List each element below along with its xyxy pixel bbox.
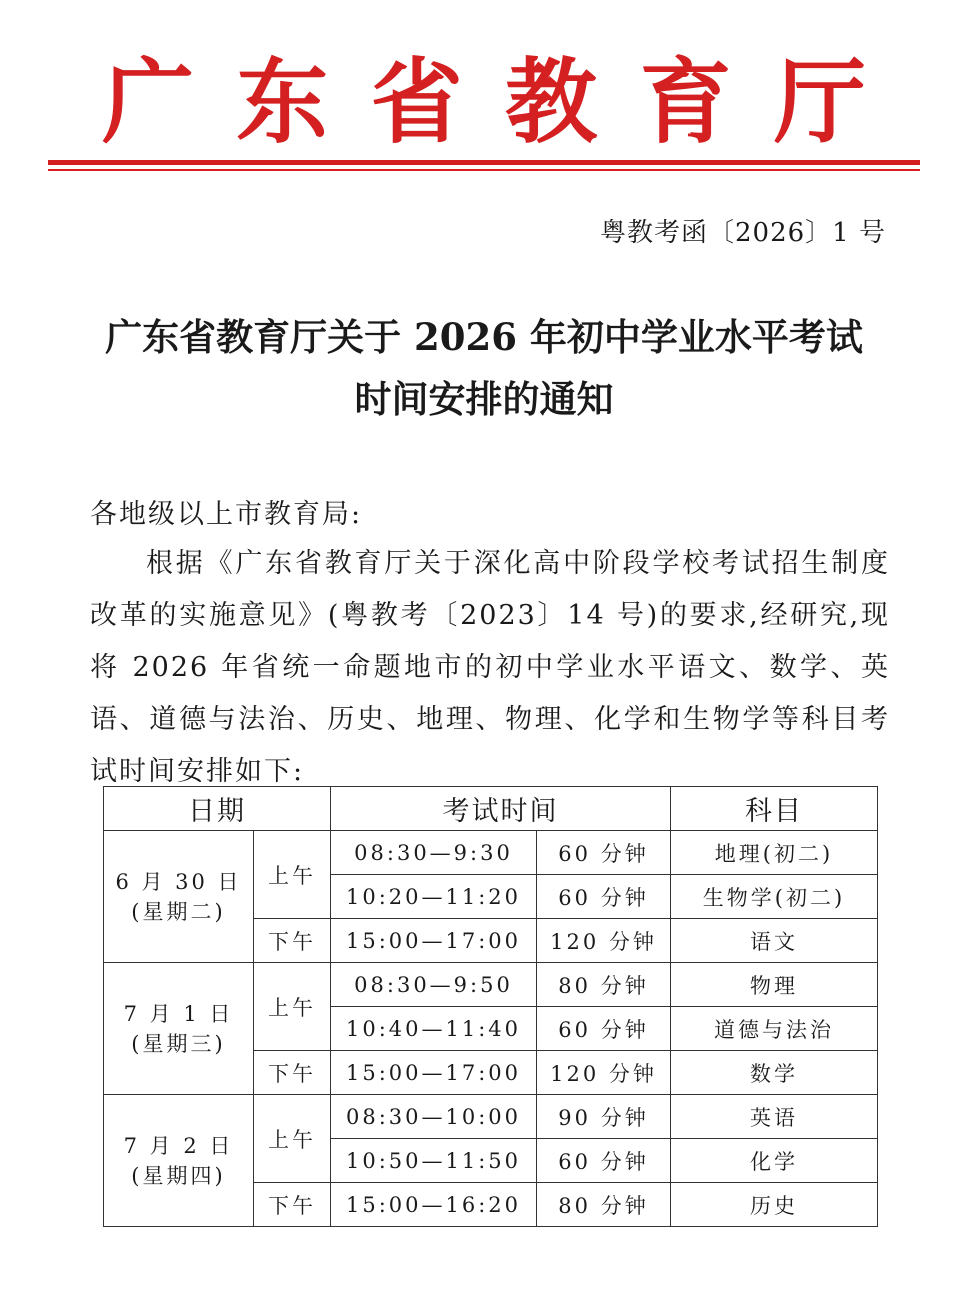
time-cell: 10:40—11:40 xyxy=(331,1007,537,1051)
masthead xyxy=(48,48,920,158)
title-line-2: 时间安排的通知 xyxy=(354,377,614,421)
header-exam-time: 考试时间 xyxy=(331,787,671,831)
time-cell: 08:30—9:50 xyxy=(331,963,537,1007)
masthead-char: 省 xyxy=(370,49,463,156)
masthead-rule-thick xyxy=(48,160,920,165)
date-cell xyxy=(104,831,254,963)
subject-cell: 数学 xyxy=(671,1051,878,1095)
duration-cell: 60 分钟 xyxy=(537,1007,671,1051)
duration-cell: 120 分钟 xyxy=(537,919,671,963)
document-number: 粤教考函〔2026〕1 号 xyxy=(600,218,886,248)
period-morning: 上午 xyxy=(254,831,331,919)
masthead-char: 东 xyxy=(236,49,329,156)
duration-cell: 90 分钟 xyxy=(537,1095,671,1139)
time-cell: 15:00—17:00 xyxy=(331,1051,537,1095)
time-cell: 10:20—11:20 xyxy=(331,875,537,919)
weekday: (星期三) xyxy=(131,1031,226,1056)
body-paragraph: 根据《广东省教育厅关于深化高中阶段学校考试招生制度改革的实施意见》(粤教考〔2023〕14 号)的要求,经研究,现将 2026 年省统一命题地市的初中学业水平语文、数学、英语、道德与法治、历史、地理、物理、化学和生物学等科目考试时间安排如下: xyxy=(90,548,890,787)
period-afternoon: 下午 xyxy=(254,919,331,963)
subject-cell: 物理 xyxy=(671,963,878,1007)
subject-cell: 生物学(初二) xyxy=(671,875,878,919)
time-cell: 10:50—11:50 xyxy=(331,1139,537,1183)
duration-cell: 120 分钟 xyxy=(537,1051,671,1095)
header-date: 日期 xyxy=(104,787,331,831)
date: 6 月 30 日 xyxy=(115,869,242,894)
time-cell: 08:30—9:30 xyxy=(331,831,537,875)
subject-cell: 地理(初二) xyxy=(671,831,878,875)
subject-cell: 历史 xyxy=(671,1183,878,1227)
table-row xyxy=(104,963,878,1007)
masthead-char: 教 xyxy=(505,49,598,156)
weekday: (星期二) xyxy=(131,899,226,924)
date-cell xyxy=(104,963,254,1095)
duration-cell: 80 分钟 xyxy=(537,1183,671,1227)
notice-title xyxy=(40,306,928,430)
duration-cell: 60 分钟 xyxy=(537,1139,671,1183)
masthead-rule-thin xyxy=(48,169,920,171)
period-morning: 上午 xyxy=(254,963,331,1051)
time-cell: 15:00—17:00 xyxy=(331,919,537,963)
date: 7 月 2 日 xyxy=(123,1133,234,1158)
duration-cell: 80 分钟 xyxy=(537,963,671,1007)
date-cell xyxy=(104,1095,254,1227)
weekday: (星期四) xyxy=(131,1163,226,1188)
masthead-char: 广 xyxy=(102,49,195,156)
header-subject: 科目 xyxy=(671,787,878,831)
exam-schedule-table xyxy=(103,786,878,1227)
subject-cell: 道德与法治 xyxy=(671,1007,878,1051)
title-line-1: 广东省教育厅关于 2026 年初中学业水平考试 xyxy=(105,315,863,359)
duration-cell: 60 分钟 xyxy=(537,831,671,875)
duration-cell: 60 分钟 xyxy=(537,875,671,919)
subject-cell: 化学 xyxy=(671,1139,878,1183)
period-morning: 上午 xyxy=(254,1095,331,1183)
date: 7 月 1 日 xyxy=(123,1001,234,1026)
subject-cell: 英语 xyxy=(671,1095,878,1139)
masthead-char: 厅 xyxy=(773,49,866,156)
table-row xyxy=(104,831,878,875)
period-afternoon: 下午 xyxy=(254,1183,331,1227)
period-afternoon: 下午 xyxy=(254,1051,331,1095)
masthead-char: 育 xyxy=(639,49,732,156)
table-row xyxy=(104,1095,878,1139)
time-cell: 08:30—10:00 xyxy=(331,1095,537,1139)
table-header-row xyxy=(104,787,878,831)
salutation: 各地级以上市教育局: xyxy=(90,499,363,530)
subject-cell: 语文 xyxy=(671,919,878,963)
time-cell: 15:00—16:20 xyxy=(331,1183,537,1227)
